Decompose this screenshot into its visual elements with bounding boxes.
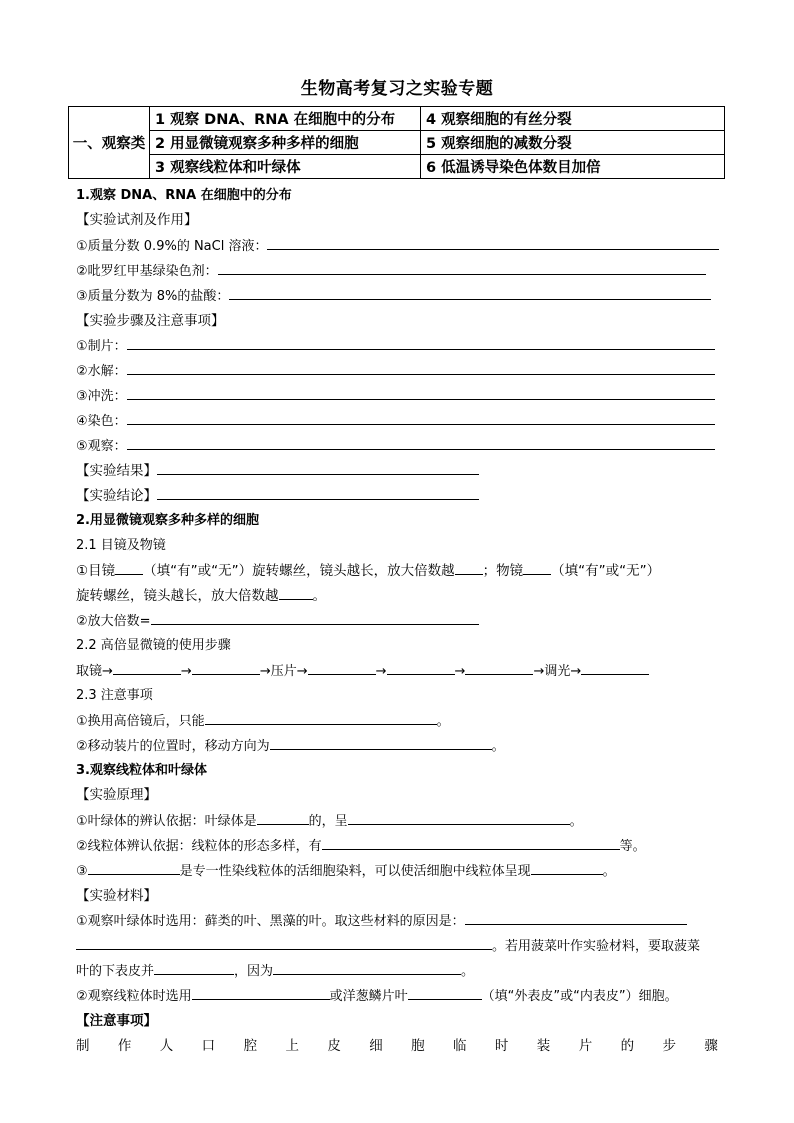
answer-blank[interactable] — [465, 910, 687, 925]
answer-blank[interactable] — [157, 485, 479, 500]
table-cell: 1 观察 DNA、RNA 在细胞中的分布 — [150, 107, 421, 131]
answer-blank[interactable] — [270, 735, 492, 750]
material-line: ①观察叶绿体时选用：藓类的叶、黑藻的叶。取这些材料的原因是： — [76, 910, 687, 932]
answer-blank[interactable] — [531, 860, 603, 875]
table-cell: 3 观察线粒体和叶绿体 — [150, 155, 421, 179]
answer-blank[interactable] — [408, 985, 482, 1000]
result-line: 【实验结果】 — [76, 460, 479, 482]
reagents-title: 【实验试剂及作用】 — [76, 212, 198, 228]
answer-blank[interactable] — [192, 985, 330, 1000]
answer-blank[interactable] — [157, 460, 479, 475]
answer-blank[interactable] — [127, 335, 715, 350]
conclusion-line: 【实验结论】 — [76, 485, 479, 507]
step-line: ④染色： — [76, 410, 715, 432]
answer-blank[interactable] — [113, 660, 181, 675]
answer-blank[interactable] — [154, 960, 234, 975]
answer-blank[interactable] — [218, 260, 706, 275]
answer-blank[interactable] — [127, 385, 715, 400]
answer-blank[interactable] — [127, 360, 715, 375]
step-line: ③冲洗： — [76, 385, 715, 407]
material-line: ②观察线粒体时选用 或洋葱鳞片叶 （填“外表皮”或“内表皮”）细胞。 — [76, 985, 678, 1007]
answer-blank[interactable] — [205, 710, 437, 725]
material-title: 【实验材料】 — [76, 888, 157, 904]
answer-blank[interactable] — [151, 610, 479, 625]
subheading: 2.3 注意事项 — [76, 688, 153, 703]
reagent-line: ②吡罗红甲基绿染色剂： — [76, 260, 706, 282]
subheading: 2.2 高倍显微镜的使用步骤 — [76, 638, 231, 653]
principle-line: ②线粒体辨认依据：线粒体的形态多样，有 等。 — [76, 835, 646, 857]
answer-blank[interactable] — [581, 660, 649, 675]
answer-blank[interactable] — [76, 935, 492, 950]
question-line: ①目镜 （填“有”或“无”）旋转螺丝，镜头越长，放大倍数越 ；物镜 （填“有”或“无”） — [76, 560, 660, 582]
step-line: ②水解： — [76, 360, 715, 382]
note-line: ①换用高倍镜后，只能 。 — [76, 710, 450, 732]
answer-blank[interactable] — [192, 660, 260, 675]
table-cell: 2 用显微镜观察多种多样的细胞 — [150, 131, 421, 155]
note-line: ②移动装片的位置时，移动方向为 。 — [76, 735, 505, 757]
section-1-heading: 1.观察 DNA、RNA 在细胞中的分布 — [76, 188, 292, 203]
answer-blank[interactable] — [387, 660, 455, 675]
answer-blank[interactable] — [115, 560, 143, 575]
answer-blank[interactable] — [465, 660, 533, 675]
notes-title: 【注意事项】 — [76, 1013, 157, 1029]
answer-blank[interactable] — [267, 235, 719, 250]
principle-line: ①叶绿体的辨认依据：叶绿体是 的，呈 。 — [76, 810, 583, 832]
material-line: 。若用菠菜叶作实验材料，要取菠菜 — [76, 935, 700, 957]
question-line: ②放大倍数= — [76, 610, 479, 632]
justified-line: 制 作 人 口 腔 上 皮 细 胞 临 时 装 片 的 步 骤 — [76, 1038, 718, 1054]
answer-blank[interactable] — [229, 285, 711, 300]
answer-blank[interactable] — [308, 660, 376, 675]
answer-blank[interactable] — [127, 435, 715, 450]
principle-line: ③ 是专一性染线粒体的活细胞染料，可以使活细胞中线粒体呈现 。 — [76, 860, 616, 882]
answer-blank[interactable] — [348, 810, 570, 825]
row-header: 一、观察类 — [69, 107, 150, 179]
step-line: ①制片： — [76, 335, 715, 357]
answer-blank[interactable] — [322, 835, 620, 850]
answer-blank[interactable] — [455, 560, 483, 575]
answer-blank[interactable] — [88, 860, 180, 875]
step-line: ⑤观察： — [76, 435, 715, 457]
answer-blank[interactable] — [127, 410, 715, 425]
answer-blank[interactable] — [273, 960, 461, 975]
table-cell: 5 观察细胞的减数分裂 — [421, 131, 725, 155]
question-line: 旋转螺丝，镜头越长，放大倍数越 。 — [76, 585, 326, 607]
reagent-line: ③质量分数为 8%的盐酸： — [76, 285, 711, 307]
flow-line: 取镜→ → →压片→ → → →调光→ — [76, 660, 649, 682]
page-title: 生物高考复习之实验专题 — [300, 79, 494, 99]
section-3-heading: 3.观察线粒体和叶绿体 — [76, 763, 207, 778]
subheading: 2.1 目镜及物镜 — [76, 538, 166, 553]
table-cell: 6 低温诱导染色体数目加倍 — [421, 155, 725, 179]
answer-blank[interactable] — [523, 560, 551, 575]
principle-title: 【实验原理】 — [76, 787, 157, 803]
table-cell: 4 观察细胞的有丝分裂 — [421, 107, 725, 131]
steps-title: 【实验步骤及注意事项】 — [76, 313, 225, 329]
answer-blank[interactable] — [279, 585, 313, 600]
reagent-line: ①质量分数 0.9%的 NaCl 溶液： — [76, 235, 719, 257]
material-line: 叶的下表皮并 ，因为 。 — [76, 960, 474, 982]
section-2-heading: 2.用显微镜观察多种多样的细胞 — [76, 513, 259, 528]
category-table — [68, 106, 725, 179]
answer-blank[interactable] — [257, 810, 309, 825]
